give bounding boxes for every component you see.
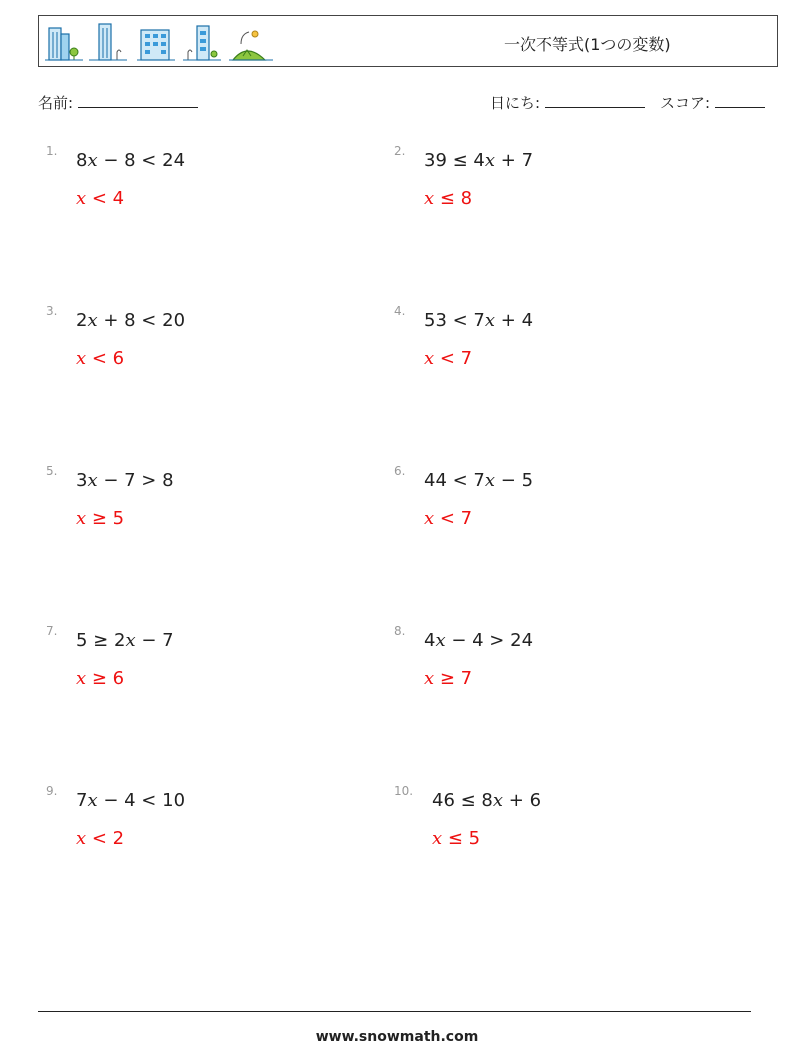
problem-question: 4x − 4 > 24 [424, 630, 534, 651]
footer-url: www.snowmath.com [315, 1029, 479, 1045]
problem-answer: x < 6 [76, 348, 125, 369]
problem-7 [46, 624, 366, 744]
problem-answer: x ≥ 6 [76, 668, 125, 689]
date-field [490, 92, 645, 113]
park-hill-icon [229, 22, 273, 62]
problem-6 [394, 464, 714, 584]
problem-number: 9. [46, 784, 58, 798]
date-line [545, 93, 645, 108]
tower-building-icon [183, 22, 221, 62]
problem-5 [46, 464, 366, 584]
problem-answer: x ≤ 5 [432, 828, 481, 849]
problem-number: 6. [394, 464, 406, 478]
footer-divider [38, 1011, 751, 1012]
problem-9 [46, 784, 366, 904]
problem-question: 7x − 4 < 10 [76, 790, 186, 811]
office-building-icon [45, 22, 83, 62]
problem-8 [394, 624, 714, 744]
problem-question: 46 ≤ 8x + 6 [432, 790, 542, 811]
problem-number: 1. [46, 144, 58, 158]
problem-number: 3. [46, 304, 58, 318]
problem-answer: x < 2 [76, 828, 125, 849]
problem-answer: x ≥ 7 [424, 668, 473, 689]
header-icons [45, 22, 275, 62]
problem-question: 53 < 7x + 4 [424, 310, 534, 331]
name-line [78, 93, 198, 108]
problem-number: 2. [394, 144, 406, 158]
name-field [38, 92, 198, 113]
problem-question: 2x + 8 < 20 [76, 310, 186, 331]
problem-1 [46, 144, 366, 264]
problem-question: 3x − 7 > 8 [76, 470, 174, 491]
worksheet-title: 一次不等式(1つの変数) [504, 35, 671, 54]
problem-number: 5. [46, 464, 58, 478]
score-field [660, 92, 765, 113]
problem-2 [394, 144, 714, 264]
apartment-building-icon [137, 22, 175, 62]
problem-question: 5 ≥ 2x − 7 [76, 630, 174, 651]
problem-10 [394, 784, 714, 904]
score-line [715, 93, 765, 108]
problem-number: 8. [394, 624, 406, 638]
problem-answer: x ≥ 5 [76, 508, 125, 529]
problem-answer: x < 7 [424, 348, 473, 369]
problem-question: 8x − 8 < 24 [76, 150, 186, 171]
date-label: 日にち: [490, 94, 541, 112]
problem-4 [394, 304, 714, 424]
problem-question: 39 ≤ 4x + 7 [424, 150, 534, 171]
problem-number: 7. [46, 624, 58, 638]
problem-answer: x < 4 [76, 188, 125, 209]
problem-3 [46, 304, 366, 424]
score-label: スコア: [660, 94, 711, 112]
name-label: 名前: [38, 94, 74, 112]
problem-answer: x < 7 [424, 508, 473, 529]
problem-answer: x ≤ 8 [424, 188, 473, 209]
worksheet-header [38, 15, 778, 67]
problem-number: 10. [394, 784, 414, 798]
skyscraper-icon [89, 22, 127, 62]
problem-number: 4. [394, 304, 406, 318]
problem-question: 44 < 7x − 5 [424, 470, 534, 491]
